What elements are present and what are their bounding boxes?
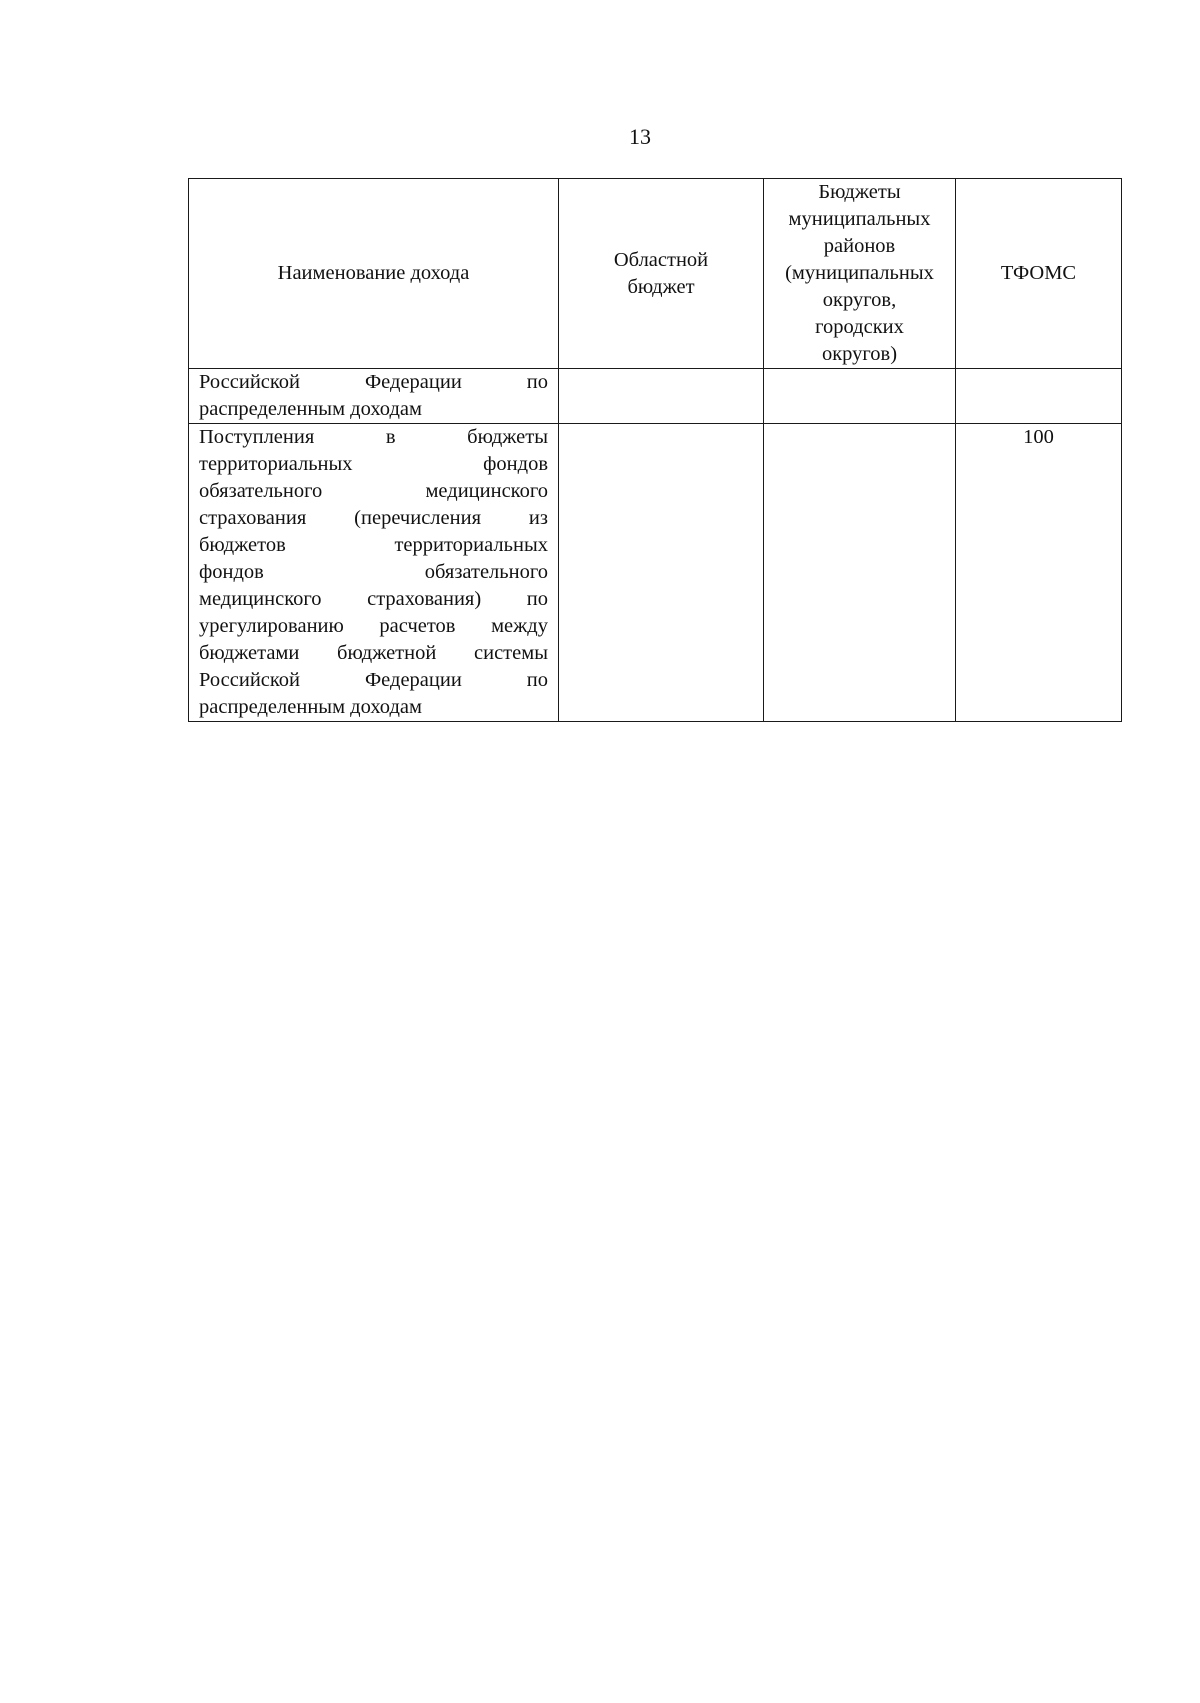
row-income-name-line: распределенным доходам: [199, 398, 422, 420]
row-income-name-line: обязательного медицинского: [199, 480, 548, 502]
row-income-name-line: Поступления в бюджеты: [199, 426, 548, 448]
table-row: [189, 369, 1122, 424]
table-row: [189, 424, 1122, 722]
header-tfoms-label: ТФОМС: [1000, 262, 1077, 284]
row-tfoms-value: 100: [956, 424, 1122, 722]
row-income-name-line: медицинского страхования) по: [199, 588, 548, 610]
row-income-name-line: страхования (перечисления из: [199, 507, 548, 529]
income-distribution-table: [188, 178, 1122, 722]
header-municipal-line: муниципальных: [788, 208, 931, 230]
row-municipal-value: [764, 424, 956, 722]
header-regional-budget-label: Областной бюджет: [613, 248, 709, 298]
row-income-name-line: Российской Федерации по: [199, 371, 548, 393]
row-income-name-line: распределенным доходам: [199, 696, 422, 718]
row-income-name-line: фондов обязательного: [199, 561, 548, 583]
row-income-name: [189, 424, 559, 722]
row-income-name-line: бюджетами бюджетной системы: [199, 642, 548, 664]
header-municipal-line: районов: [823, 235, 896, 257]
row-municipal-value: [764, 369, 956, 424]
row-income-name-line: Российской Федерации по: [199, 669, 548, 691]
header-municipal-line: (муниципальных: [785, 262, 934, 284]
header-municipal-line: Бюджеты: [818, 181, 901, 203]
row-income-name-line: бюджетов территориальных: [199, 534, 548, 556]
row-regional-value: [559, 424, 764, 722]
row-regional-value: [559, 369, 764, 424]
page-number: 13: [629, 124, 651, 149]
header-municipal-line: городских: [815, 316, 904, 338]
row-tfoms-value: [956, 369, 1122, 424]
header-income-name: [189, 179, 559, 369]
header-municipal-line: округов): [821, 343, 898, 365]
header-municipal-line: округов,: [822, 289, 897, 311]
header-regional-budget: [559, 179, 764, 369]
header-income-name-label: Наименование дохода: [277, 262, 470, 284]
row-income-name-line: урегулированию расчетов между: [199, 615, 548, 637]
header-municipal-budgets: [764, 179, 956, 369]
row-income-name-line: территориальных фондов: [199, 453, 548, 475]
table-header-row: [189, 179, 1122, 369]
row-income-name: [189, 369, 559, 424]
header-tfoms: [956, 179, 1122, 369]
